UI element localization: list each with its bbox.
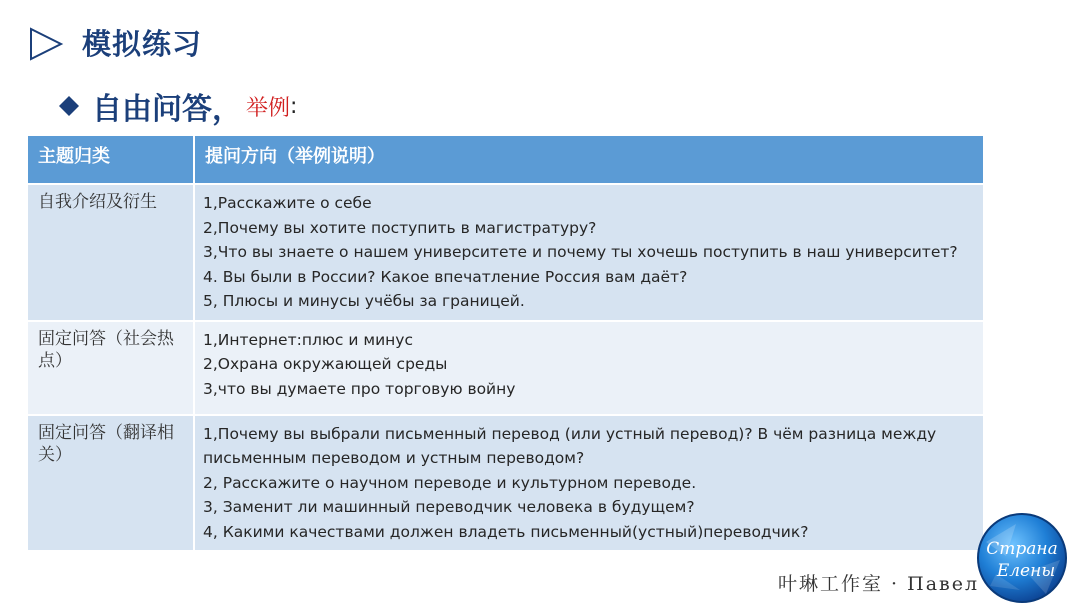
question-item: 4. Вы были в России? Какое впечатление Россия вам даёт? <box>203 267 688 286</box>
page-title: 模拟练习 <box>82 27 203 61</box>
topic-cell: 自我介绍及衍生 <box>28 184 194 321</box>
question-item: 2, Расскажите о научном переводе и культурном переводе. <box>203 473 697 492</box>
play-triangle-icon <box>28 26 64 62</box>
questions-cell <box>194 415 984 552</box>
questions-table <box>28 136 985 552</box>
section-heading-text: 自由问答， <box>92 92 242 127</box>
question-item: 1,Интернет:плюс и минус <box>203 330 413 349</box>
studio-signature: 叶琳工作室 · Павел <box>778 573 980 595</box>
table-row <box>28 415 984 552</box>
logo-text-line1: Страна <box>986 539 1058 559</box>
topic-cell: 固定问答（翻译相关） <box>28 415 194 552</box>
question-item: 1,Расскажите о себе <box>203 194 372 212</box>
section-heading <box>58 84 297 128</box>
question-item: 3,Что вы знаете о нашем университете и почему ты хочешь поступить в наш университет? <box>203 243 958 261</box>
question-item: 3,что вы думаете про торговую войну <box>203 379 516 398</box>
table-header-row <box>28 136 984 184</box>
section-heading-example: 举例 <box>246 95 291 121</box>
column-header-questions: 提问方向（举例说明） <box>194 136 984 184</box>
topic-cell: 固定问答（社会热点） <box>28 321 194 415</box>
question-item: 2,Почему вы хотите поступить в магистратуру? <box>203 218 597 237</box>
logo-text-line2: Елены <box>996 561 1056 581</box>
section-heading-colon: : <box>290 93 298 119</box>
table-row <box>28 321 984 415</box>
questions-cell <box>194 321 984 415</box>
question-item: 2,Охрана окружающей среды <box>203 355 448 373</box>
question-item: 3, Заменит ли машинный переводчик человека в будущем? <box>203 498 695 516</box>
questions-cell <box>194 184 984 321</box>
diamond-bullet-icon <box>58 95 80 117</box>
question-item: 5, Плюсы и минусы учёбы за границей. <box>203 292 525 310</box>
question-item: 4, Какими качествами должен владеть письменный(устный)переводчик? <box>203 522 809 541</box>
strana-eleny-logo <box>976 512 1068 604</box>
question-item: 1,Почему вы выбрали письменный перевод (или устный перевод)? В чём разница между письменным переводом и устным переводом? <box>203 424 937 467</box>
column-header-topic: 主题归类 <box>28 136 194 184</box>
table-row <box>28 184 984 321</box>
